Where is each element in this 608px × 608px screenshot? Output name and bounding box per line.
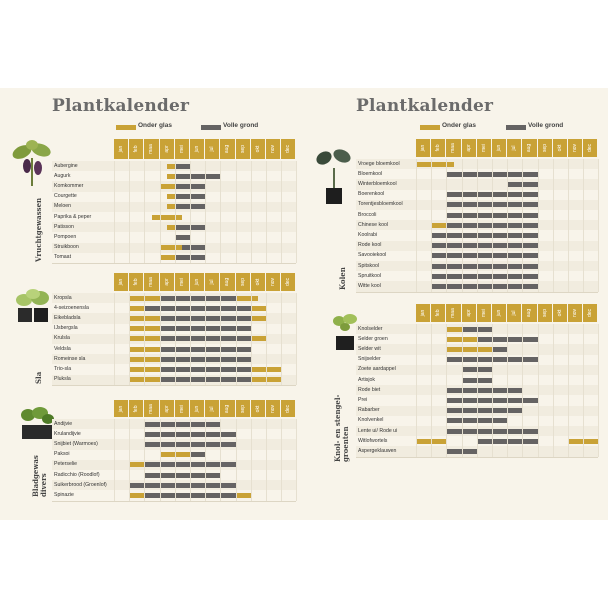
row-label: Paksoi (54, 451, 70, 458)
row-label: Rabarber (358, 407, 380, 414)
month-header-okt (553, 304, 567, 322)
month-column-divider (477, 159, 478, 292)
month-header-jul (507, 139, 521, 157)
month-column-divider (175, 161, 176, 263)
row-label: Savooiekool (358, 252, 387, 259)
month-header-apr (160, 400, 174, 417)
cabbage-plant-illustration (314, 148, 354, 208)
month-label: okt (556, 309, 563, 317)
month-column-divider (144, 419, 145, 501)
month-header-sep (538, 304, 552, 322)
month-header-jun (492, 304, 506, 322)
eggplant-plant-illustration (10, 138, 54, 188)
month-column-divider (416, 324, 417, 457)
month-column-divider (522, 159, 523, 292)
month-header-sep (236, 273, 250, 291)
row-label: Meloen (54, 203, 72, 210)
month-header-nov (568, 304, 582, 322)
row-label: Romeinse sla (54, 355, 86, 362)
month-label: aug (526, 308, 533, 318)
month-label: dec (587, 143, 594, 153)
month-label: feb (435, 144, 442, 152)
bar-volle-grond (144, 422, 220, 427)
bar-volle-grond (175, 235, 190, 240)
month-header-okt (553, 139, 567, 157)
row-label: Radicchio (Roodlof) (54, 471, 100, 478)
month-header-apr (160, 139, 174, 159)
right-legend (420, 124, 590, 132)
month-column-divider (492, 324, 493, 457)
bar-onder-glas (129, 462, 144, 467)
row-label: Spruitkool (358, 272, 382, 279)
month-column-divider (129, 419, 130, 501)
bar-onder-glas (167, 174, 175, 179)
month-header-jan (416, 304, 430, 322)
row-label: 4-seizoenensla (54, 304, 89, 311)
month-label: nov (270, 277, 277, 287)
month-label: jul (511, 310, 518, 316)
bar-onder-glas (160, 184, 175, 189)
month-label: maa (148, 144, 155, 154)
month-column-divider (431, 324, 432, 457)
row-label: Bloemkool (358, 170, 383, 177)
month-header-mei (175, 273, 189, 291)
legend-label-volle-grond: Volle grond (528, 122, 564, 129)
month-column-divider (205, 419, 206, 501)
month-label: jul (209, 405, 216, 412)
row-label: Tomaat (54, 254, 72, 261)
month-column-divider (446, 324, 447, 457)
month-header-jul (205, 273, 219, 291)
row-label: Boerenkool (358, 191, 385, 198)
month-header-dec (583, 139, 597, 157)
category-label-sla: Sla (34, 371, 43, 384)
month-label: sep (239, 277, 246, 287)
month-column-divider (144, 293, 145, 385)
month-label: jul (209, 146, 216, 152)
row-label: Knolvenkel (358, 417, 384, 424)
month-column-divider (416, 159, 417, 292)
bar-volle-grond (182, 245, 205, 250)
month-header-maa (144, 139, 158, 159)
bar-onder-glas (251, 306, 266, 311)
month-column-divider (538, 159, 539, 292)
month-header-jun (492, 139, 506, 157)
row-label: Selder wit (358, 345, 381, 352)
month-column-divider (507, 324, 508, 457)
month-column-divider (431, 159, 432, 292)
row-label: Eikebladsla (54, 314, 81, 321)
row-label: IJsbergsla (54, 325, 78, 332)
month-label: jan (118, 278, 125, 286)
month-column-divider (175, 293, 176, 385)
month-header-nov (266, 139, 280, 159)
month-column-divider (114, 161, 115, 263)
row-label: Krulsla (54, 335, 70, 342)
month-label: okt (254, 145, 261, 153)
month-label: jun (194, 405, 201, 412)
month-label: mei (178, 404, 185, 413)
month-column-divider (553, 159, 554, 292)
month-column-divider (281, 161, 282, 263)
row-label: Zoete aardappel (358, 366, 396, 373)
month-label: maa (148, 403, 155, 414)
month-header-jan (114, 400, 128, 417)
month-column-divider (266, 293, 267, 385)
month-header-feb (431, 304, 445, 322)
month-column-divider (553, 324, 554, 457)
month-column-divider (236, 161, 237, 263)
month-column-divider (583, 159, 584, 292)
row-label: Courgette (54, 193, 77, 200)
lettuce-seedlings-illustration (14, 288, 52, 328)
row-divider (52, 263, 296, 264)
month-column-divider (114, 293, 115, 385)
legend-label-onder-glas: Onder glas (138, 122, 172, 129)
month-column-divider (522, 324, 523, 457)
month-header-dec (281, 400, 295, 417)
row-label: Selder groen (358, 335, 388, 342)
month-column-divider (205, 161, 206, 263)
month-header-dec (583, 304, 597, 322)
month-header-maa (144, 400, 158, 417)
month-label: maa (450, 143, 457, 153)
month-column-divider (129, 293, 130, 385)
month-label: apr (465, 309, 472, 317)
month-column-divider (462, 324, 463, 457)
month-label: maa (450, 308, 457, 318)
bar-volle-grond (446, 388, 522, 393)
row-label: Rode biet (358, 386, 381, 393)
row-label: Spitskool (358, 262, 380, 269)
row-label: Pompoen (54, 233, 77, 240)
month-label: jul (209, 279, 216, 285)
row-label: Paprika & peper (54, 213, 92, 220)
right-page-title: Plantkalender (356, 96, 494, 116)
bar-onder-glas (446, 347, 492, 352)
month-label: aug (224, 144, 231, 154)
bar-onder-glas (251, 336, 266, 341)
row-label: Struikboon (54, 244, 79, 251)
bar-volle-grond (144, 473, 220, 478)
row-label: Koolrabi (358, 231, 378, 238)
month-header-okt (251, 273, 265, 291)
month-header-jul (205, 139, 219, 159)
row-label: Andijvie (54, 420, 73, 427)
month-column-divider (190, 419, 191, 501)
bar-onder-glas (129, 306, 144, 311)
month-header-sep (236, 400, 250, 417)
month-label: aug (224, 277, 231, 287)
month-label: jun (194, 145, 201, 153)
month-header-okt (251, 139, 265, 159)
month-column-divider (251, 419, 252, 501)
month-label: okt (254, 405, 261, 412)
legend-label-onder-glas: Onder glas (442, 122, 476, 129)
month-header-dec (281, 139, 295, 159)
row-label: Chinese kool (358, 221, 388, 228)
month-column-divider (281, 293, 282, 385)
month-label: feb (133, 405, 140, 412)
month-label: apr (163, 145, 170, 153)
row-label: Pluksla (54, 376, 71, 383)
month-header-jun (190, 400, 204, 417)
month-header-mei (175, 400, 189, 417)
bar-volle-grond (492, 347, 507, 352)
month-header-aug (220, 400, 234, 417)
bar-onder-glas (167, 164, 175, 169)
month-header-apr (462, 304, 476, 322)
month-header-apr (462, 139, 476, 157)
month-column-divider (160, 419, 161, 501)
month-label: jan (118, 145, 125, 153)
month-label: mei (480, 308, 487, 318)
month-column-divider (251, 161, 252, 263)
month-column-divider (160, 293, 161, 385)
month-header-feb (129, 273, 143, 291)
month-label: nov (270, 404, 277, 413)
month-header-aug (220, 139, 234, 159)
month-label: nov (572, 143, 579, 153)
row-label: Rode kool (358, 242, 382, 249)
month-column-divider (266, 161, 267, 263)
month-label: mei (480, 143, 487, 153)
bar-volle-grond (175, 174, 221, 179)
month-header-apr (160, 273, 174, 291)
bar-onder-glas (416, 162, 454, 167)
bar-volle-grond (160, 296, 236, 301)
month-label: aug (526, 143, 533, 153)
month-label: mei (178, 144, 185, 154)
month-label: sep (541, 308, 548, 318)
category-label-bladgewas-divers: Bladgewas divers (31, 455, 48, 497)
month-column-divider (175, 419, 176, 501)
month-label: dec (587, 308, 594, 318)
left-legend (116, 124, 276, 132)
bar-onder-glas (152, 215, 182, 220)
month-header-jul (205, 400, 219, 417)
row-label: Lente ui/ Rode ui (358, 427, 398, 434)
bar-onder-glas (160, 255, 175, 260)
month-header-mei (477, 139, 491, 157)
bar-onder-glas (236, 296, 259, 301)
month-header-jul (507, 304, 521, 322)
month-header-maa (446, 304, 460, 322)
bar-onder-glas (431, 223, 446, 228)
month-header-nov (266, 400, 280, 417)
month-column-divider (296, 419, 297, 501)
month-label: nov (572, 308, 579, 318)
month-column-divider (220, 293, 221, 385)
month-label: apr (163, 278, 170, 286)
month-column-divider (129, 161, 130, 263)
month-label: dec (285, 144, 292, 154)
month-column-divider (144, 161, 145, 263)
row-label: Krulandijvie (54, 430, 81, 437)
legend-swatch-volle-grond (201, 125, 221, 130)
month-header-feb (129, 400, 143, 417)
month-header-jun (190, 273, 204, 291)
legend-swatch-onder-glas (420, 125, 440, 130)
month-header-mei (175, 139, 189, 159)
category-label-kolen: Kolen (338, 267, 347, 290)
row-label: Patisson (54, 223, 74, 230)
month-column-divider (568, 159, 569, 292)
row-divider (52, 501, 296, 502)
row-label: Prei (358, 396, 368, 403)
month-column-divider (251, 293, 252, 385)
month-header-feb (431, 139, 445, 157)
month-header-jan (416, 139, 430, 157)
bar-onder-glas (446, 327, 461, 332)
row-divider (52, 385, 296, 386)
row-label: Winterbloemkool (358, 180, 397, 187)
row-label: Snijbiet (Warmoes) (54, 440, 98, 447)
month-column-divider (190, 293, 191, 385)
bar-onder-glas (167, 194, 175, 199)
row-label: Torentjesbloemkool (358, 201, 403, 208)
month-header-nov (266, 273, 280, 291)
month-header-okt (251, 400, 265, 417)
month-header-jan (114, 139, 128, 159)
row-label: Spinazie (54, 491, 74, 498)
row-label: Artisjok (358, 376, 376, 383)
month-column-divider (492, 159, 493, 292)
bar-onder-glas (167, 225, 175, 230)
category-label-knol-en-stengelgroenten: Knol- en stengel-groenten (333, 394, 350, 462)
month-label: feb (133, 278, 140, 286)
month-column-divider (205, 293, 206, 385)
row-divider (356, 292, 598, 293)
month-column-divider (114, 419, 115, 501)
row-label: Peterselie (54, 461, 78, 468)
bar-onder-glas (167, 204, 175, 209)
month-column-divider (598, 159, 599, 292)
row-label: Suikerbrood (Groenlof) (54, 481, 107, 488)
category-label-vruchtgewassen: Vruchtgewassen (34, 197, 43, 262)
month-label: dec (285, 277, 292, 287)
month-header-sep (538, 139, 552, 157)
bar-volle-grond (190, 452, 205, 457)
month-label: dec (285, 404, 292, 413)
row-label: Augurk (54, 172, 71, 179)
month-label: nov (270, 144, 277, 154)
left-page-title: Plantkalender (52, 96, 190, 116)
month-label: okt (254, 278, 261, 286)
month-column-divider (568, 324, 569, 457)
row-label: Witte kool (358, 282, 381, 289)
row-label: Vroege bloemkool (358, 160, 400, 167)
month-column-divider (446, 159, 447, 292)
month-column-divider (462, 159, 463, 292)
month-header-aug (220, 273, 234, 291)
month-label: jun (496, 309, 503, 317)
bar-onder-glas (160, 245, 183, 250)
month-header-jun (190, 139, 204, 159)
month-column-divider (598, 324, 599, 457)
month-header-jan (114, 273, 128, 291)
month-label: jan (118, 405, 125, 412)
bar-onder-glas (251, 316, 266, 321)
month-label: sep (239, 144, 246, 154)
month-label: sep (541, 143, 548, 153)
row-divider (356, 457, 598, 458)
row-label: Knolselder (358, 325, 383, 332)
month-column-divider (538, 324, 539, 457)
month-header-dec (281, 273, 295, 291)
row-label: Komkommer (54, 182, 84, 189)
month-column-divider (236, 293, 237, 385)
row-label: Kropsla (54, 294, 72, 301)
month-label: apr (163, 404, 170, 413)
month-column-divider (160, 161, 161, 263)
month-label: jan (420, 309, 427, 317)
month-label: feb (133, 145, 140, 153)
month-label: aug (224, 404, 231, 413)
month-column-divider (296, 161, 297, 263)
month-label: jun (194, 278, 201, 286)
row-label: Witlofwortels (358, 437, 388, 444)
leafy-seedlings-illustration (18, 405, 56, 445)
month-label: apr (465, 144, 472, 152)
month-column-divider (266, 419, 267, 501)
month-label: maa (148, 277, 155, 287)
month-column-divider (220, 419, 221, 501)
row-label: Snijselder (358, 356, 381, 363)
month-label: jan (420, 144, 427, 152)
month-column-divider (583, 324, 584, 457)
row-label: Broccoli (358, 211, 377, 218)
month-label: feb (435, 309, 442, 317)
bar-onder-glas (129, 493, 144, 498)
month-column-divider (220, 161, 221, 263)
month-column-divider (296, 293, 297, 385)
bar-volle-grond (446, 408, 522, 413)
month-column-divider (190, 161, 191, 263)
month-label: mei (178, 277, 185, 287)
legend-label-volle-grond: Volle grond (223, 122, 259, 129)
legend-swatch-volle-grond (506, 125, 526, 130)
row-label: Trio-sla (54, 365, 72, 372)
month-column-divider (477, 324, 478, 457)
row-label: Veldsla (54, 345, 71, 352)
month-header-aug (522, 304, 536, 322)
month-column-divider (236, 419, 237, 501)
month-header-mei (477, 304, 491, 322)
row-label: Aubergine (54, 162, 78, 169)
month-label: jun (496, 144, 503, 152)
legend-swatch-onder-glas (116, 125, 136, 130)
month-label: okt (556, 144, 563, 152)
month-header-maa (144, 273, 158, 291)
month-column-divider (507, 159, 508, 292)
month-column-divider (281, 419, 282, 501)
row-label: Aspergeklauwen (358, 447, 397, 454)
bar-volle-grond (175, 164, 190, 169)
bar-onder-glas (236, 493, 251, 498)
month-header-feb (129, 139, 143, 159)
month-header-aug (522, 139, 536, 157)
month-header-sep (236, 139, 250, 159)
month-header-nov (568, 139, 582, 157)
month-label: jul (511, 145, 518, 151)
month-label: sep (239, 404, 246, 413)
month-header-maa (446, 139, 460, 157)
